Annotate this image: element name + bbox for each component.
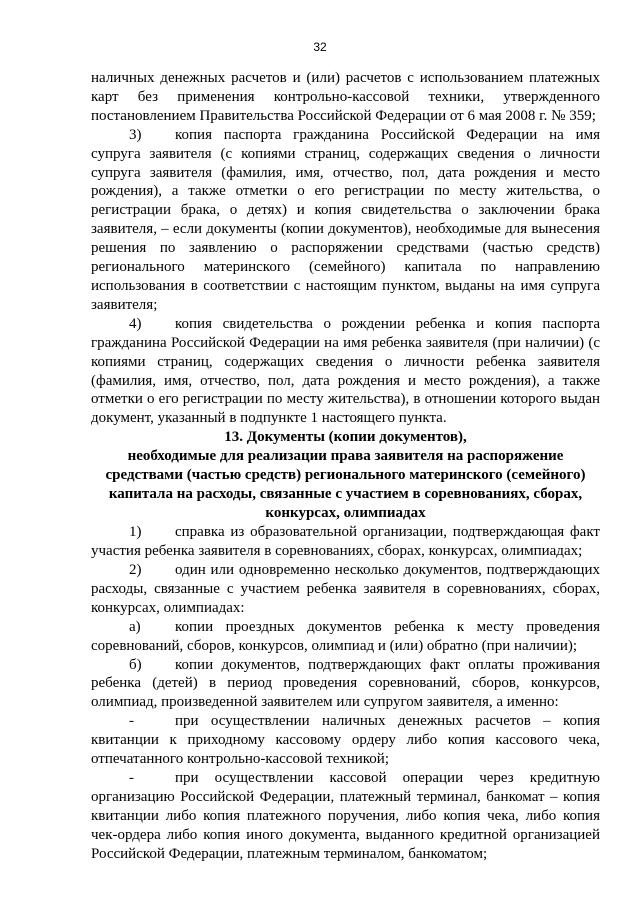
- list-item: [91, 561, 600, 618]
- list-item: [91, 618, 600, 656]
- list-item-text: при осуществлении кассовой операции через кредитную организацию Российской Федерации, платежный терминал, банкомат – копия квитанции либо копия платежного поручения, либо копия чека, либо копия чек-ордера либо копия иного документа, выданного кредитной организацией Российской Федерации, платежным терминалом, банкоматом;: [91, 770, 600, 862]
- list-item-text: один или одновременно несколько документов, подтверждающих расходы, связанные с участием ребенка заявителя в соревнованиях, сборах, конкурсах, олимпиадах:: [91, 562, 600, 616]
- list-item: [91, 315, 600, 428]
- section-heading: [91, 428, 600, 523]
- list-item-text: копия свидетельства о рождении ребенка и копия паспорта гражданина Российской Федерации на имя ребенка заявителя (при наличии) (с копиями страниц, содержащих сведения о личности ребенка заявителя (фамилия, имя, отчество, пол, дата рождения и место рождения), а также отметки о его регистрации по месту жительства), в отношении которого выдан документ, указанный в подпункте 1 настоящего пункта.: [91, 315, 600, 427]
- list-item-text: копия паспорта гражданина Российской Федерации на имя супруга заявителя (с копиями страниц, содержащих сведения о личности супруга заявителя (фамилия, имя, отчество, пол, дата рождения и место рождения), а также отметки о его регистрации по месту жительства, о регистрации брака, о детях) и копия свидетельства о заключении брака заявителя, – если документы (копии документов), необходимые для вынесения решения по заявлению о распоряжении средствами (частью средств) регионального материнского (семейного) капитала по направлению использования в соответствии с настоящим пунктом, выданы на имя супруга заявителя;: [91, 126, 600, 313]
- list-item-number: -: [129, 713, 134, 730]
- section-heading-line2: необходимые для реализации права заявителя на распоряжение средствами (частью средств) регионального материнского (семейного) капитала на расходы, связанные с участием в соревнованиях, сборах, конкурсах, олимпиадах: [105, 448, 586, 522]
- list-item-number: 3): [129, 126, 142, 143]
- intro-paragraph: наличных денежных расчетов и (или) расчетов с использованием платежных карт без применения контрольно-кассовой техники, утвержденного постановлением Правительства Российской Федерации от 6 мая 2008 г. № 359;: [91, 70, 600, 124]
- document-body: [91, 69, 600, 864]
- list-item: [91, 523, 600, 561]
- list-item-number: 2): [129, 562, 142, 579]
- list-item-text: копии проездных документов ребенка к месту проведения соревнований, сборов, конкурсов, олимпиад и (или) обратно (при наличии);: [91, 618, 600, 654]
- list-item: [91, 656, 600, 713]
- list-item-number: -: [129, 770, 134, 786]
- list-item: [91, 712, 600, 769]
- list-item-number: б): [129, 656, 142, 673]
- list-item-number: 1): [129, 524, 142, 541]
- list-item-text: копии документов, подтверждающих факт оплаты проживания ребенка (детей) в период проведения соревнований, сборов, конкурсов, олимпиад, произведенной заявителем или супругом заявителя, а именно:: [91, 656, 600, 711]
- list-item: [91, 769, 600, 864]
- page-number: 32: [313, 40, 327, 54]
- section-heading-line1: 13. Документы (копии документов),: [224, 429, 467, 446]
- list-item-number: а): [129, 618, 141, 635]
- list-item-text: при осуществлении наличных денежных расчетов – копия квитанции к приходному кассовому ордеру либо копия кассового чека, отпечатанного контрольно-кассовой техникой;: [91, 713, 600, 768]
- list-item-number: 4): [129, 315, 142, 332]
- list-item-text: справка из образовательной организации, подтверждающая факт участия ребенка заявителя в соревнованиях, сборах, конкурсах, олимпиадах;: [91, 524, 600, 560]
- list-item: [91, 126, 600, 315]
